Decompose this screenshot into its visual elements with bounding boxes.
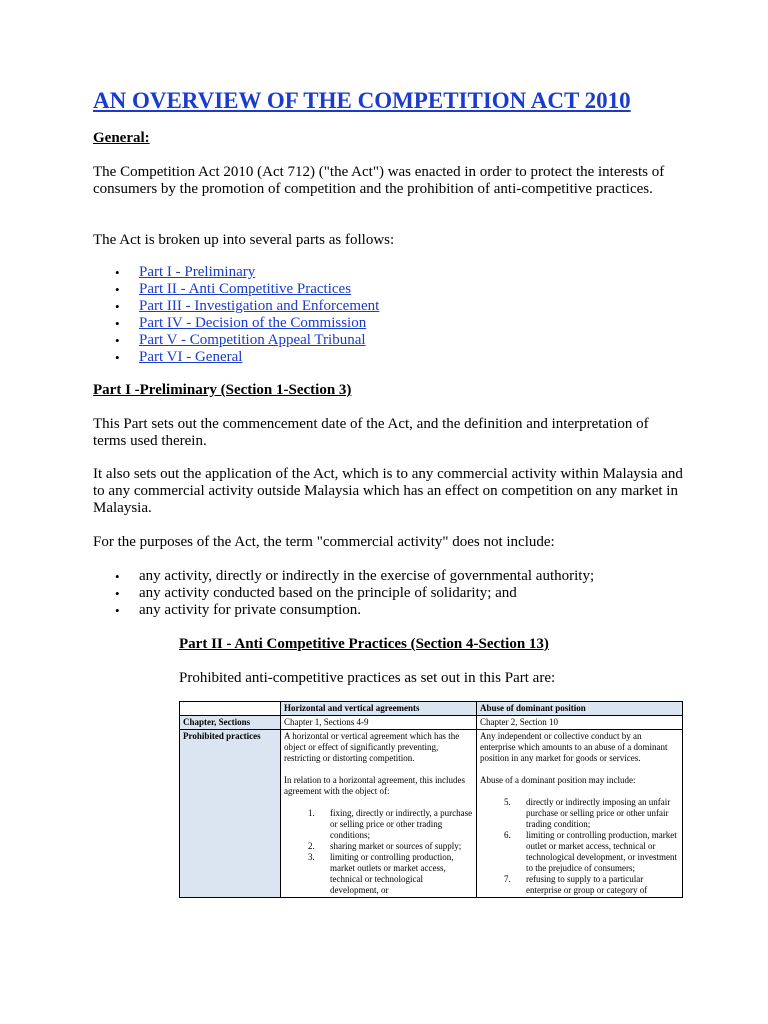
list-item: [93, 349, 379, 366]
table-header-cell: Abuse of dominant position: [477, 702, 683, 716]
general-heading: General:: [93, 130, 150, 146]
list-item: [93, 298, 379, 315]
cell-paragraph: A horizontal or vertical agreement which has the object or effect of significantly preventing, restricting or distorting competition.: [284, 731, 460, 763]
table-cell: [477, 730, 683, 898]
numbered-list: [284, 808, 473, 896]
item-text: limiting or controlling production, market outlet or market access, technical or technological development, or investment to the prejudice of consumers;: [526, 830, 677, 873]
list-item: [93, 281, 379, 298]
table-header-cell: Horizontal and vertical agreements: [281, 702, 477, 716]
row-label: Prohibited practices: [180, 730, 281, 898]
part1-para1: This Part sets out the commencement date of the Act, and the definition and interpretation of terms used therein.: [93, 416, 649, 449]
part1-heading: Part I -Preliminary (Section 1-Section 3): [93, 382, 352, 398]
list-item: • any activity conducted based on the principle of solidarity; and: [93, 585, 594, 602]
table-cell: Chapter 1, Sections 4-9: [281, 716, 477, 730]
item-number: 7.: [504, 874, 511, 884]
table-row: [180, 716, 683, 730]
list-item: [284, 808, 473, 841]
part-link[interactable]: Part I - Preliminary: [139, 264, 256, 280]
list-item: [93, 315, 379, 332]
table-header-row: [180, 702, 683, 716]
cell-paragraph: Any independent or collective conduct by an enterprise which amounts to an abuse of a dominant position in any market for goods or services.: [480, 731, 668, 763]
table-cell: Chapter 2, Section 10: [477, 716, 683, 730]
part2-heading: Part II - Anti Competitive Practices (Section 4-Section 13): [179, 636, 549, 652]
cell-paragraph: In relation to a horizontal agreement, this includes agreement with the object of:: [284, 775, 465, 796]
item-number: 6.: [504, 830, 511, 840]
table-header-cell: [180, 702, 281, 716]
practices-table: [179, 701, 683, 898]
list-item: • any activity, directly or indirectly in the exercise of governmental authority;: [93, 568, 594, 585]
item-number: 5.: [504, 797, 511, 807]
item-text: directly or indirectly imposing an unfair purchase or selling price or other unfair trading condition;: [526, 797, 671, 829]
item-number: 2.: [308, 841, 315, 851]
list-item: [93, 264, 379, 281]
item-text: fixing, directly or indirectly, a purchase or selling price or other trading conditions;: [330, 808, 473, 840]
item-number: 3.: [308, 852, 315, 862]
list-item: [93, 332, 379, 349]
part2-intro: Prohibited anti-competitive practices as set out in this Part are:: [179, 670, 556, 686]
row-label: Chapter, Sections: [180, 716, 281, 730]
list-item: [480, 797, 679, 830]
table-row: [180, 730, 683, 898]
part-link[interactable]: Part IV - Decision of the Commission: [139, 315, 367, 331]
item-number: 1.: [308, 808, 315, 818]
list-item: [284, 852, 473, 896]
part1-para3: For the purposes of the Act, the term "commercial activity" does not include:: [93, 534, 555, 550]
table-cell: [281, 730, 477, 898]
numbered-list: [480, 797, 679, 896]
item-text: refusing to supply to a particular enterprise or group or category of: [526, 874, 648, 895]
part-link[interactable]: Part II - Anti Competitive Practices: [139, 281, 352, 297]
cell-paragraph: Abuse of a dominant position may include:: [480, 775, 636, 785]
part-link[interactable]: Part VI - General: [139, 349, 243, 365]
list-item: [480, 874, 679, 896]
exclusions-list: [93, 568, 594, 619]
item-text: limiting or controlling production, market outlets or market access, technical or technological development, or: [330, 852, 454, 895]
part-link[interactable]: Part V - Competition Appeal Tribunal: [139, 332, 366, 348]
part1-para2: It also sets out the application of the Act, which is to any commercial activity within Malaysia and to any commercial activity outside Malaysia which has an effect on competition on any market in Malaysia.: [93, 466, 683, 516]
list-item: [284, 841, 473, 852]
list-item: [480, 830, 679, 874]
item-text: sharing market or sources of supply;: [330, 841, 462, 851]
list-item: • any activity for private consumption.: [93, 602, 594, 619]
parts-list: [93, 264, 379, 366]
intro-paragraph: The Competition Act 2010 (Act 712) ("the Act") was enacted in order to protect the interests of consumers by the promotion of competition and the prohibition of anti-competitive practices.: [93, 164, 665, 197]
part-link[interactable]: Part III - Investigation and Enforcement: [139, 298, 380, 314]
parts-intro: The Act is broken up into several parts as follows:: [93, 232, 395, 248]
document-title[interactable]: AN OVERVIEW OF THE COMPETITION ACT 2010: [93, 88, 631, 113]
